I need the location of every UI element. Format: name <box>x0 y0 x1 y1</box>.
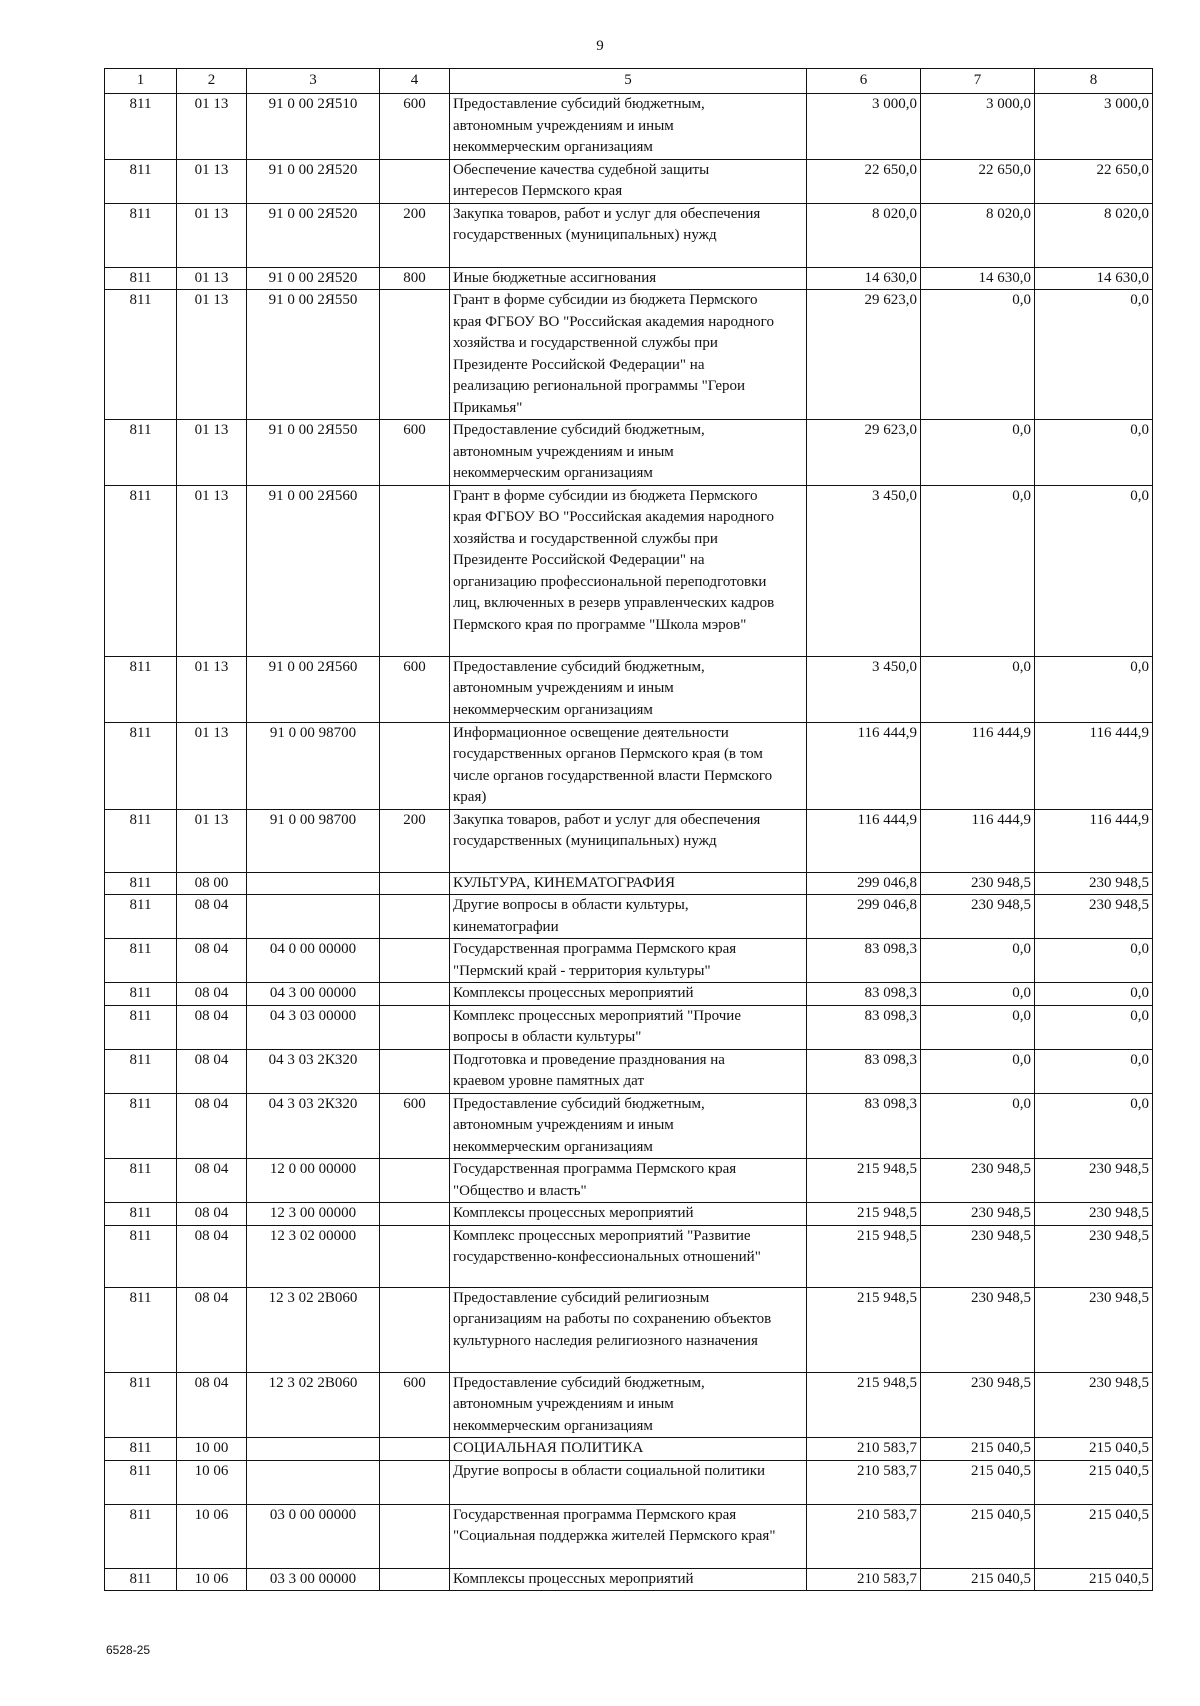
section-code: 01 13 <box>177 420 247 486</box>
target-article-code <box>247 895 380 939</box>
amount-col7: 215 040,5 <box>921 1438 1035 1461</box>
table-row <box>105 203 1153 267</box>
amount-col7: 230 948,5 <box>921 1159 1035 1203</box>
amount-col7: 3 000,0 <box>921 94 1035 160</box>
table-row <box>105 895 1153 939</box>
col-header-1: 1 <box>105 69 177 94</box>
amount-col7: 0,0 <box>921 420 1035 486</box>
amount-col6: 29 623,0 <box>807 290 921 420</box>
amount-col8: 0,0 <box>1035 939 1153 983</box>
target-article-code: 03 0 00 00000 <box>247 1504 380 1568</box>
chapter-code: 811 <box>105 1504 177 1568</box>
col-header-5: 5 <box>450 69 807 94</box>
description: Предоставление субсидий бюджетным, автономным учреждениям и иным некоммерческим организациям <box>450 656 807 722</box>
target-article-code: 12 0 00 00000 <box>247 1159 380 1203</box>
table-row <box>105 656 1153 722</box>
table-row <box>105 939 1153 983</box>
section-code: 08 04 <box>177 1287 247 1372</box>
target-article-code: 91 0 00 2Я550 <box>247 420 380 486</box>
expense-type-code: 800 <box>380 267 450 290</box>
amount-col8: 0,0 <box>1035 1005 1153 1049</box>
amount-col6: 8 020,0 <box>807 203 921 267</box>
expense-type-code <box>380 1287 450 1372</box>
col-header-3: 3 <box>247 69 380 94</box>
amount-col8: 215 040,5 <box>1035 1460 1153 1504</box>
amount-col8: 230 948,5 <box>1035 1203 1153 1226</box>
amount-col8: 0,0 <box>1035 485 1153 656</box>
expense-type-code <box>380 1225 450 1287</box>
section-code: 10 06 <box>177 1568 247 1591</box>
amount-col6: 83 098,3 <box>807 939 921 983</box>
section-code: 10 06 <box>177 1504 247 1568</box>
table-row <box>105 983 1153 1006</box>
description: Обеспечение качества судебной защиты интересов Пермского края <box>450 159 807 203</box>
target-article-code: 91 0 00 2Я560 <box>247 656 380 722</box>
target-article-code: 12 3 02 2В060 <box>247 1287 380 1372</box>
description: Информационное освещение деятельности государственных органов Пермского края (в том числе органов государственной власти Пермского края) <box>450 722 807 809</box>
chapter-code: 811 <box>105 1225 177 1287</box>
section-code: 08 04 <box>177 895 247 939</box>
section-code: 10 00 <box>177 1438 247 1461</box>
amount-col7: 0,0 <box>921 983 1035 1006</box>
amount-col7: 116 444,9 <box>921 809 1035 872</box>
chapter-code: 811 <box>105 1438 177 1461</box>
target-article-code: 04 3 00 00000 <box>247 983 380 1006</box>
amount-col6: 215 948,5 <box>807 1159 921 1203</box>
table-row <box>105 1504 1153 1568</box>
amount-col8: 230 948,5 <box>1035 872 1153 895</box>
table-row <box>105 1287 1153 1372</box>
amount-col8: 3 000,0 <box>1035 94 1153 160</box>
amount-col6: 14 630,0 <box>807 267 921 290</box>
amount-col8: 0,0 <box>1035 290 1153 420</box>
expense-type-code <box>380 1159 450 1203</box>
table-row <box>105 267 1153 290</box>
section-code: 08 04 <box>177 1159 247 1203</box>
chapter-code: 811 <box>105 1159 177 1203</box>
expense-type-code <box>380 983 450 1006</box>
amount-col7: 230 948,5 <box>921 1225 1035 1287</box>
col-header-6: 6 <box>807 69 921 94</box>
target-article-code: 03 3 00 00000 <box>247 1568 380 1591</box>
amount-col7: 0,0 <box>921 1049 1035 1093</box>
description: Комплексы процессных мероприятий <box>450 983 807 1006</box>
description: Подготовка и проведение празднования на краевом уровне памятных дат <box>450 1049 807 1093</box>
chapter-code: 811 <box>105 656 177 722</box>
col-header-8: 8 <box>1035 69 1153 94</box>
amount-col7: 0,0 <box>921 1005 1035 1049</box>
amount-col6: 3 450,0 <box>807 656 921 722</box>
chapter-code: 811 <box>105 94 177 160</box>
expense-type-code <box>380 1203 450 1226</box>
amount-col7: 230 948,5 <box>921 895 1035 939</box>
section-code: 08 04 <box>177 1372 247 1438</box>
section-code: 08 04 <box>177 983 247 1006</box>
expense-type-code <box>380 939 450 983</box>
amount-col7: 0,0 <box>921 656 1035 722</box>
expense-type-code <box>380 1438 450 1461</box>
chapter-code: 811 <box>105 290 177 420</box>
target-article-code: 91 0 00 2Я520 <box>247 159 380 203</box>
amount-col6: 22 650,0 <box>807 159 921 203</box>
chapter-code: 811 <box>105 895 177 939</box>
chapter-code: 811 <box>105 267 177 290</box>
amount-col8: 230 948,5 <box>1035 895 1153 939</box>
description: Государственная программа Пермского края "Пермский край - территория культуры" <box>450 939 807 983</box>
table-row <box>105 1093 1153 1159</box>
document-code: 6528-25 <box>106 1643 151 1657</box>
amount-col6: 83 098,3 <box>807 1093 921 1159</box>
section-code: 01 13 <box>177 290 247 420</box>
budget-table <box>104 68 1153 1591</box>
table-row <box>105 485 1153 656</box>
amount-col7: 14 630,0 <box>921 267 1035 290</box>
expense-type-code: 600 <box>380 1372 450 1438</box>
chapter-code: 811 <box>105 1287 177 1372</box>
section-code: 01 13 <box>177 656 247 722</box>
target-article-code <box>247 872 380 895</box>
section-code: 08 04 <box>177 1225 247 1287</box>
expense-type-code <box>380 1460 450 1504</box>
description: Иные бюджетные ассигнования <box>450 267 807 290</box>
amount-col8: 0,0 <box>1035 983 1153 1006</box>
col-header-2: 2 <box>177 69 247 94</box>
amount-col6: 210 583,7 <box>807 1460 921 1504</box>
section-code: 01 13 <box>177 809 247 872</box>
expense-type-code <box>380 485 450 656</box>
description: Другие вопросы в области культуры, кинематографии <box>450 895 807 939</box>
amount-col8: 116 444,9 <box>1035 809 1153 872</box>
target-article-code: 04 3 03 2К320 <box>247 1049 380 1093</box>
amount-col8: 230 948,5 <box>1035 1287 1153 1372</box>
amount-col6: 3 000,0 <box>807 94 921 160</box>
expense-type-code <box>380 1504 450 1568</box>
amount-col6: 215 948,5 <box>807 1372 921 1438</box>
target-article-code: 91 0 00 98700 <box>247 722 380 809</box>
table-row <box>105 1203 1153 1226</box>
amount-col6: 83 098,3 <box>807 1049 921 1093</box>
chapter-code: 811 <box>105 1049 177 1093</box>
chapter-code: 811 <box>105 722 177 809</box>
amount-col8: 0,0 <box>1035 1049 1153 1093</box>
chapter-code: 811 <box>105 1005 177 1049</box>
amount-col6: 299 046,8 <box>807 872 921 895</box>
section-code: 01 13 <box>177 485 247 656</box>
chapter-code: 811 <box>105 1093 177 1159</box>
target-article-code <box>247 1460 380 1504</box>
target-article-code: 91 0 00 2Я560 <box>247 485 380 656</box>
target-article-code: 12 3 00 00000 <box>247 1203 380 1226</box>
target-article-code <box>247 1438 380 1461</box>
amount-col7: 215 040,5 <box>921 1460 1035 1504</box>
description: КУЛЬТУРА, КИНЕМАТОГРАФИЯ <box>450 872 807 895</box>
amount-col7: 215 040,5 <box>921 1504 1035 1568</box>
description: Комплекс процессных мероприятий "Прочие вопросы в области культуры" <box>450 1005 807 1049</box>
chapter-code: 811 <box>105 1460 177 1504</box>
target-article-code: 04 0 00 00000 <box>247 939 380 983</box>
col-header-4: 4 <box>380 69 450 94</box>
description: СОЦИАЛЬНАЯ ПОЛИТИКА <box>450 1438 807 1461</box>
chapter-code: 811 <box>105 485 177 656</box>
amount-col7: 0,0 <box>921 485 1035 656</box>
section-code: 08 00 <box>177 872 247 895</box>
amount-col8: 0,0 <box>1035 656 1153 722</box>
table-row <box>105 1159 1153 1203</box>
chapter-code: 811 <box>105 1372 177 1438</box>
page-number: 9 <box>596 38 604 54</box>
target-article-code: 91 0 00 98700 <box>247 809 380 872</box>
section-code: 08 04 <box>177 939 247 983</box>
table-row <box>105 1372 1153 1438</box>
amount-col8: 0,0 <box>1035 420 1153 486</box>
chapter-code: 811 <box>105 939 177 983</box>
amount-col6: 299 046,8 <box>807 895 921 939</box>
table-row <box>105 94 1153 160</box>
description: Комплекс процессных мероприятий "Развитие государственно-конфессиональных отношений" <box>450 1225 807 1287</box>
target-article-code: 12 3 02 00000 <box>247 1225 380 1287</box>
section-code: 01 13 <box>177 203 247 267</box>
table-row <box>105 1460 1153 1504</box>
section-code: 01 13 <box>177 267 247 290</box>
amount-col7: 230 948,5 <box>921 1203 1035 1226</box>
section-code: 01 13 <box>177 159 247 203</box>
description: Комплексы процессных мероприятий <box>450 1568 807 1591</box>
expense-type-code: 600 <box>380 420 450 486</box>
amount-col6: 210 583,7 <box>807 1568 921 1591</box>
amount-col8: 14 630,0 <box>1035 267 1153 290</box>
section-code: 01 13 <box>177 722 247 809</box>
amount-col8: 0,0 <box>1035 1093 1153 1159</box>
amount-col7: 8 020,0 <box>921 203 1035 267</box>
section-code: 10 06 <box>177 1460 247 1504</box>
description: Грант в форме субсидии из бюджета Пермского края ФГБОУ ВО "Российская академия народного хозяйства и государственной службы при Президенте Российской Федерации" на организацию профессиональной переподготовки лиц, включенных в резерв управленческих кадров Пермского края по программе "Школа мэров" <box>450 485 807 656</box>
amount-col7: 116 444,9 <box>921 722 1035 809</box>
amount-col6: 116 444,9 <box>807 722 921 809</box>
amount-col6: 215 948,5 <box>807 1225 921 1287</box>
expense-type-code <box>380 1049 450 1093</box>
section-code: 08 04 <box>177 1203 247 1226</box>
chapter-code: 811 <box>105 809 177 872</box>
amount-col6: 210 583,7 <box>807 1504 921 1568</box>
amount-col7: 230 948,5 <box>921 1372 1035 1438</box>
description: Комплексы процессных мероприятий <box>450 1203 807 1226</box>
expense-type-code: 600 <box>380 1093 450 1159</box>
table-row <box>105 1049 1153 1093</box>
description: Предоставление субсидий бюджетным, автономным учреждениям и иным некоммерческим организациям <box>450 1372 807 1438</box>
amount-col7: 22 650,0 <box>921 159 1035 203</box>
target-article-code: 91 0 00 2Я520 <box>247 203 380 267</box>
amount-col8: 215 040,5 <box>1035 1438 1153 1461</box>
description: Предоставление субсидий бюджетным, автономным учреждениям и иным некоммерческим организациям <box>450 420 807 486</box>
amount-col8: 230 948,5 <box>1035 1225 1153 1287</box>
amount-col6: 3 450,0 <box>807 485 921 656</box>
description: Закупка товаров, работ и услуг для обеспечения государственных (муниципальных) нужд <box>450 203 807 267</box>
amount-col8: 116 444,9 <box>1035 722 1153 809</box>
table-row <box>105 420 1153 486</box>
target-article-code: 04 3 03 00000 <box>247 1005 380 1049</box>
amount-col7: 0,0 <box>921 1093 1035 1159</box>
description: Государственная программа Пермского края "Общество и власть" <box>450 1159 807 1203</box>
amount-col6: 215 948,5 <box>807 1203 921 1226</box>
chapter-code: 811 <box>105 203 177 267</box>
description: Грант в форме субсидии из бюджета Пермского края ФГБОУ ВО "Российская академия народного хозяйства и государственной службы при Президенте Российской Федерации" на реализацию региональной программы "Герои Прикамья" <box>450 290 807 420</box>
amount-col7: 0,0 <box>921 290 1035 420</box>
target-article-code: 91 0 00 2Я520 <box>247 267 380 290</box>
section-code: 08 04 <box>177 1093 247 1159</box>
description: Государственная программа Пермского края "Социальная поддержка жителей Пермского края" <box>450 1504 807 1568</box>
amount-col7: 230 948,5 <box>921 872 1035 895</box>
table-row <box>105 1005 1153 1049</box>
amount-col8: 215 040,5 <box>1035 1568 1153 1591</box>
table-row <box>105 1568 1153 1591</box>
target-article-code: 12 3 02 2В060 <box>247 1372 380 1438</box>
amount-col8: 230 948,5 <box>1035 1159 1153 1203</box>
amount-col6: 210 583,7 <box>807 1438 921 1461</box>
table-row <box>105 722 1153 809</box>
description: Предоставление субсидий бюджетным, автономным учреждениям и иным некоммерческим организациям <box>450 94 807 160</box>
table-row <box>105 1225 1153 1287</box>
expense-type-code <box>380 1568 450 1591</box>
chapter-code: 811 <box>105 872 177 895</box>
table-row <box>105 1438 1153 1461</box>
amount-col6: 116 444,9 <box>807 809 921 872</box>
description: Другие вопросы в области социальной политики <box>450 1460 807 1504</box>
amount-col8: 22 650,0 <box>1035 159 1153 203</box>
table-row <box>105 809 1153 872</box>
expense-type-code: 200 <box>380 809 450 872</box>
expense-type-code: 600 <box>380 94 450 160</box>
amount-col6: 83 098,3 <box>807 983 921 1006</box>
description: Предоставление субсидий религиозным организациям на работы по сохранению объектов культурного наследия религиозного назначения <box>450 1287 807 1372</box>
expense-type-code <box>380 895 450 939</box>
chapter-code: 811 <box>105 159 177 203</box>
description: Предоставление субсидий бюджетным, автономным учреждениям и иным некоммерческим организациям <box>450 1093 807 1159</box>
table-row <box>105 872 1153 895</box>
expense-type-code <box>380 1005 450 1049</box>
chapter-code: 811 <box>105 983 177 1006</box>
amount-col8: 230 948,5 <box>1035 1372 1153 1438</box>
expense-type-code <box>380 290 450 420</box>
expense-type-code: 200 <box>380 203 450 267</box>
amount-col8: 8 020,0 <box>1035 203 1153 267</box>
expense-type-code <box>380 159 450 203</box>
section-code: 08 04 <box>177 1049 247 1093</box>
target-article-code: 91 0 00 2Я510 <box>247 94 380 160</box>
amount-col7: 215 040,5 <box>921 1568 1035 1591</box>
header-row <box>105 69 1153 94</box>
table-body <box>105 94 1153 1591</box>
amount-col6: 215 948,5 <box>807 1287 921 1372</box>
expense-type-code <box>380 722 450 809</box>
description: Закупка товаров, работ и услуг для обеспечения государственных (муниципальных) нужд <box>450 809 807 872</box>
amount-col7: 0,0 <box>921 939 1035 983</box>
expense-type-code <box>380 872 450 895</box>
table-row <box>105 159 1153 203</box>
amount-col7: 230 948,5 <box>921 1287 1035 1372</box>
amount-col6: 83 098,3 <box>807 1005 921 1049</box>
chapter-code: 811 <box>105 1568 177 1591</box>
table-row <box>105 290 1153 420</box>
target-article-code: 91 0 00 2Я550 <box>247 290 380 420</box>
expense-type-code: 600 <box>380 656 450 722</box>
target-article-code: 04 3 03 2К320 <box>247 1093 380 1159</box>
chapter-code: 811 <box>105 1203 177 1226</box>
section-code: 01 13 <box>177 94 247 160</box>
col-header-7: 7 <box>921 69 1035 94</box>
amount-col6: 29 623,0 <box>807 420 921 486</box>
section-code: 08 04 <box>177 1005 247 1049</box>
chapter-code: 811 <box>105 420 177 486</box>
amount-col8: 215 040,5 <box>1035 1504 1153 1568</box>
